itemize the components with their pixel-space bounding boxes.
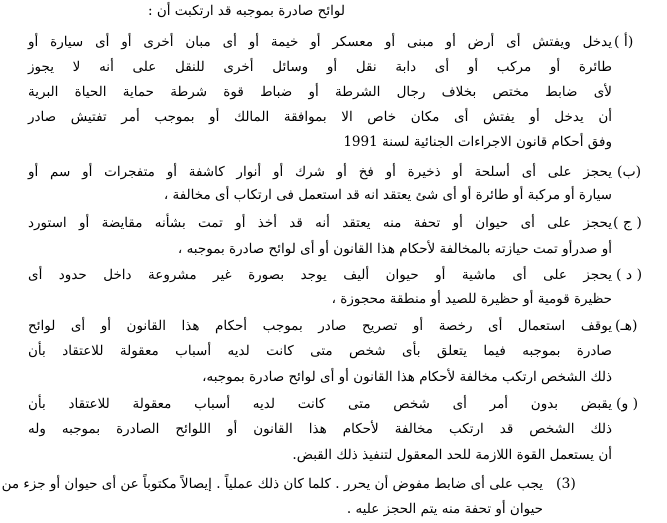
- item-f-line: أن يستعمل القوة اللازمة للحد المعقول لتنفيذ ذلك القبض.: [292, 447, 612, 463]
- item-c-line: أو صدرأو تمت حيازته بالمخالفة لأحكام هذا القانون أو أى لوائح صادرة بموجبه ،: [177, 241, 612, 257]
- item-b-line: يحجز على أى أسلحة أو ذخيرة أو فخ أو شرك أو أنوار كاشفة أو متفجرات أو سم أو: [28, 164, 612, 180]
- item-e-line: ذلك الشخص ارتكب مخالفة لأحكام هذا القانون أو أى لوائح صادرة بموجبه،: [202, 369, 612, 385]
- item-marker-d: ( د ): [616, 267, 643, 283]
- item-marker-e: (هـ): [615, 318, 638, 334]
- item-a-line: وفق أحكام قانون الاجراءات الجنائية لسنة 1991: [343, 134, 612, 150]
- clause-3-marker: (3): [556, 476, 576, 492]
- item-a-line: أن يدخل أو يفتش أى مكان خاص الا بموافقة المالك أو بموجب أمر تفتيش صادر: [28, 109, 612, 125]
- item-marker-c: ( ج ): [613, 215, 642, 231]
- item-marker-b: (ب): [617, 164, 642, 180]
- item-e-line: يوقف استعمال أى رخصة أو تصريح صادر بموجب أحكام هذا القانون أو أى لوائح: [28, 318, 612, 334]
- item-d-line: حظيرة قومية أو حظيرة للصيد أو منطقة محجوزة ،: [331, 291, 612, 307]
- item-e-line: صادرة بموجبه فيما يتعلق بأى شخص متى كانت لديه أسباب معقولة للاعتقاد بأن: [28, 343, 612, 359]
- clause-3-line: حيوان أو تحفة منه يتم الحجز عليه .: [346, 501, 543, 517]
- intro-line: لوائح صادرة بموجبه قد ارتكبت أن :: [148, 3, 345, 19]
- item-a-line: يدخل ويفتش أى أرض أو مبنى أو معسكر أو خيمة أو أى مبان أخرى أو أى سيارة أو: [28, 34, 612, 50]
- item-a-line: طائرة أو مركب أو أى دابة نقل أو وسائل أخرى للنقل على أنه لا يجوز: [28, 59, 612, 75]
- item-f-line: يقبض بدون أمر أى شخص متى كانت لديه أسباب معقولة للاعتقاد بأن: [28, 396, 612, 412]
- item-marker-f: (و ): [616, 396, 639, 412]
- clause-3-line: يجب على أى ضابط مفوض أن يحرر . كلما كان ذلك عملياً . إيصالاً مكتوباً عن أى حيوان أو جزء من: [1, 476, 543, 492]
- item-marker-a: ( أ): [614, 34, 634, 50]
- item-f-line: ذلك الشخص قد ارتكب مخالفة لأحكام هذا القانون أو اللوائح الصادرة بموجبه وله: [28, 421, 612, 437]
- item-b-line: سيارة أو مركبة أو طائرة أو أى شئ يعتقد انه قد استعمل فى ارتكاب أى مخالفة ،: [163, 187, 612, 203]
- item-c-line: يحجز على أى حيوان أو تحفة منه يعتقد أنه قد أخذ أو تمت بشأنه مقايضة أو استورد: [28, 215, 612, 231]
- item-d-line: يحجز على أى ماشية أو حيوان أليف يوجد بصورة غير مشروعة داخل حدود أى: [28, 267, 612, 283]
- item-a-line: لأى ضابط مختص بخلاف رجال الشرطة أو ضباط قوة شرطة حماية الحياة البرية: [28, 84, 612, 100]
